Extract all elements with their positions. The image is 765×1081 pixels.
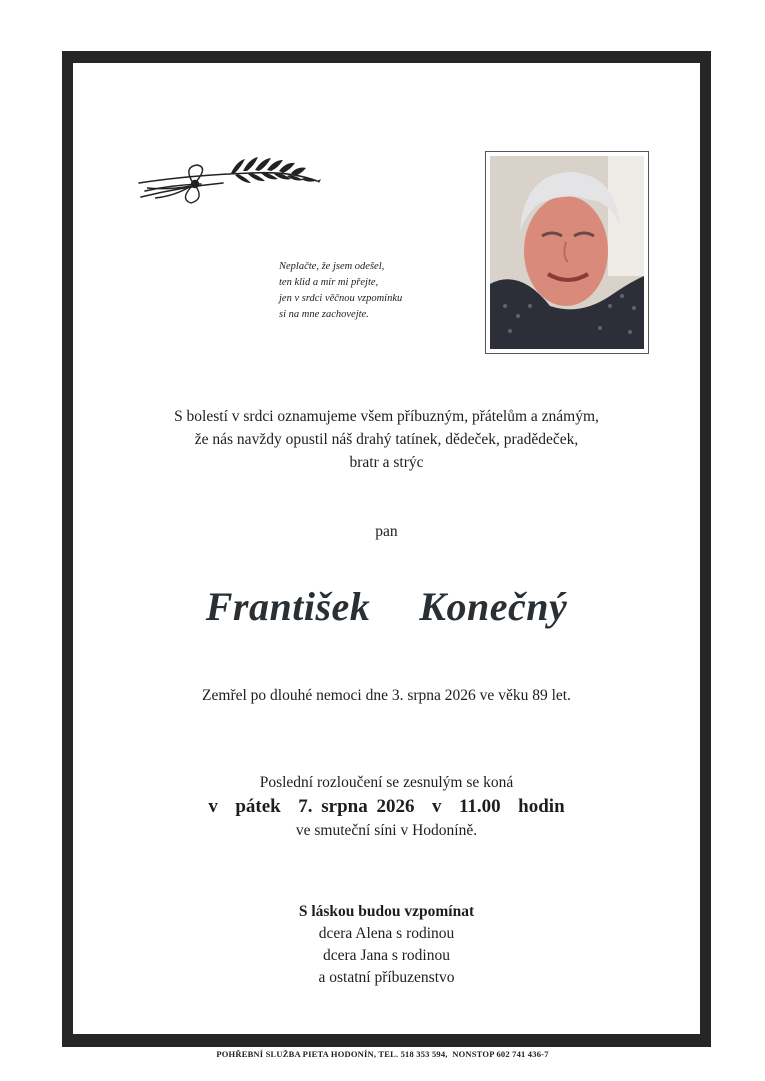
poem-line: Neplačte, že jsem odešel, — [279, 261, 385, 272]
signature-line: dcera Alena s rodinou — [318, 925, 455, 942]
signature-line: dcera Jana s rodinou — [323, 947, 450, 964]
death-notice: Zemřel po dlouhé nemoci dne 3. srpna 2026 ve věku 89 let. — [202, 687, 571, 704]
announcement-line: S bolestí v srdci oznamujeme všem příbuzným, přátelům a známým, — [174, 408, 599, 425]
portrait-image — [490, 156, 644, 349]
poem-line: jen v srdci věčnou vzpomínku — [279, 293, 403, 304]
signatures — [73, 901, 700, 989]
poem — [279, 259, 469, 323]
farewell-place: ve smuteční síni v Hodoníně. — [295, 822, 478, 839]
announcement-text — [73, 405, 700, 474]
funeral-service-footer: POHŘEBNÍ SLUŽBA PIETA HODONÍN, TEL. 518 353 594, NONSTOP 602 741 436-7 — [216, 1049, 549, 1059]
mourning-frame — [62, 51, 711, 1047]
farewell-intro: Poslední rozloučení se zesnulým se koná — [259, 774, 514, 791]
signature-line: a ostatní příbuzenstvo — [318, 969, 455, 986]
poem-line: ten klid a mír mi přejte, — [279, 277, 379, 288]
signatures-heading: S láskou budou vzpomínat — [298, 903, 475, 920]
poem-line: si na mne zachovejte. — [279, 309, 369, 320]
honorific: pan — [375, 523, 398, 540]
portrait-photo — [485, 151, 649, 354]
deceased-name: František Konečný — [205, 584, 568, 629]
laurel-branch-icon — [131, 155, 321, 210]
announcement-line: že nás navždy opustil náš drahý tatínek, dědeček, pradědeček, — [194, 431, 579, 448]
farewell-datetime: v pátek 7. srpna 2026 v 11.00 hodin — [208, 796, 565, 817]
farewell-info — [73, 772, 700, 842]
announcement-line: bratr a strýc — [349, 454, 424, 471]
